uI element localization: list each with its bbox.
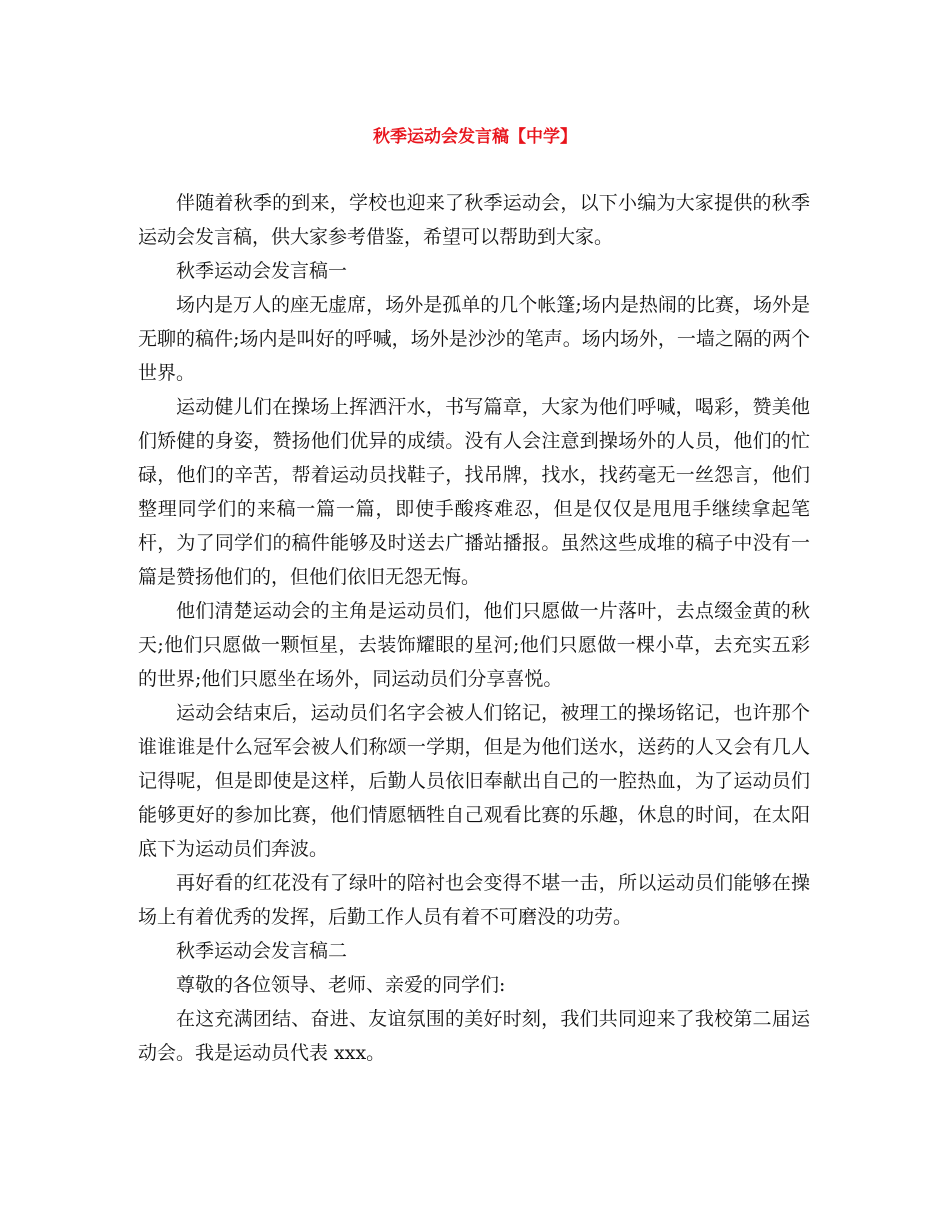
paragraph: 在这充满团结、奋进、友谊氛围的美好时刻，我们共同迎来了我校第二届运动会。我是运动员代表 xxx。 [138, 1008, 810, 1064]
document-body [138, 186, 810, 1070]
paragraph-intro: 伴随着秋季的到来，学校也迎来了秋季运动会，以下小编为大家提供的秋季运动会发言稿，供大家参考借鉴，希望可以帮助到大家。 [138, 192, 810, 248]
salutation: 尊敬的各位领导、老师、亲爱的同学们: [176, 974, 506, 996]
paragraph: 运动健儿们在操场上挥洒汗水，书写篇章，大家为他们呼喊，喝彩，赞美他们矫健的身姿，赞扬他们优异的成绩。没有人会注意到操场外的人员，他们的忙碌，他们的辛苦，帮着运动员找鞋子，找吊牌，找水，找药毫无一丝怨言，他们整理同学们的来稿一篇一篇，即使手酸疼难忍，但是仅仅是甩甩手继续拿起笔杆，为了同学们的稿件能够及时送去广播站播报。虽然这些成堆的稿子中没有一篇是赞扬他们的，但他们依旧无怨无悔。 [138, 396, 810, 588]
paragraph: 再好看的红花没有了绿叶的陪衬也会变得不堪一击，所以运动员们能够在操场上有着优秀的发挥，后勤工作人员有着不可磨没的功劳。 [138, 872, 810, 928]
paragraph: 运动会结束后，运动员们名字会被人们铭记，被理工的操场铭记，也许那个谁谁谁是什么冠军会被人们称颂一学期，但是为他们送水，送药的人又会有几人记得呢，但是即使是这样，后勤人员依旧奉献出自己的一腔热血，为了运动员们能够更好的参加比赛，他们情愿牺牲自己观看比赛的乐趣，休息的时间，在太阳底下为运动员们奔波。 [138, 702, 810, 860]
document-title: 秋季运动会发言稿【中学】 [373, 127, 577, 147]
paragraph: 场内是万人的座无虚席，场外是孤单的几个帐篷;场内是热闹的比赛，场外是无聊的稿件;场内是叫好的呼喊，场外是沙沙的笔声。场内场外，一墙之隔的两个世界。 [138, 294, 810, 384]
paragraph: 他们清楚运动会的主角是运动员们，他们只愿做一片落叶，去点缀金黄的秋天;他们只愿做一颗恒星，去装饰耀眼的星河;他们只愿做一棵小草，去充实五彩的世界;他们只愿坐在场外，同运动员们分享喜悦。 [138, 600, 810, 690]
section-heading-2: 秋季运动会发言稿二 [176, 940, 348, 962]
section-heading-1: 秋季运动会发言稿一 [176, 260, 348, 282]
